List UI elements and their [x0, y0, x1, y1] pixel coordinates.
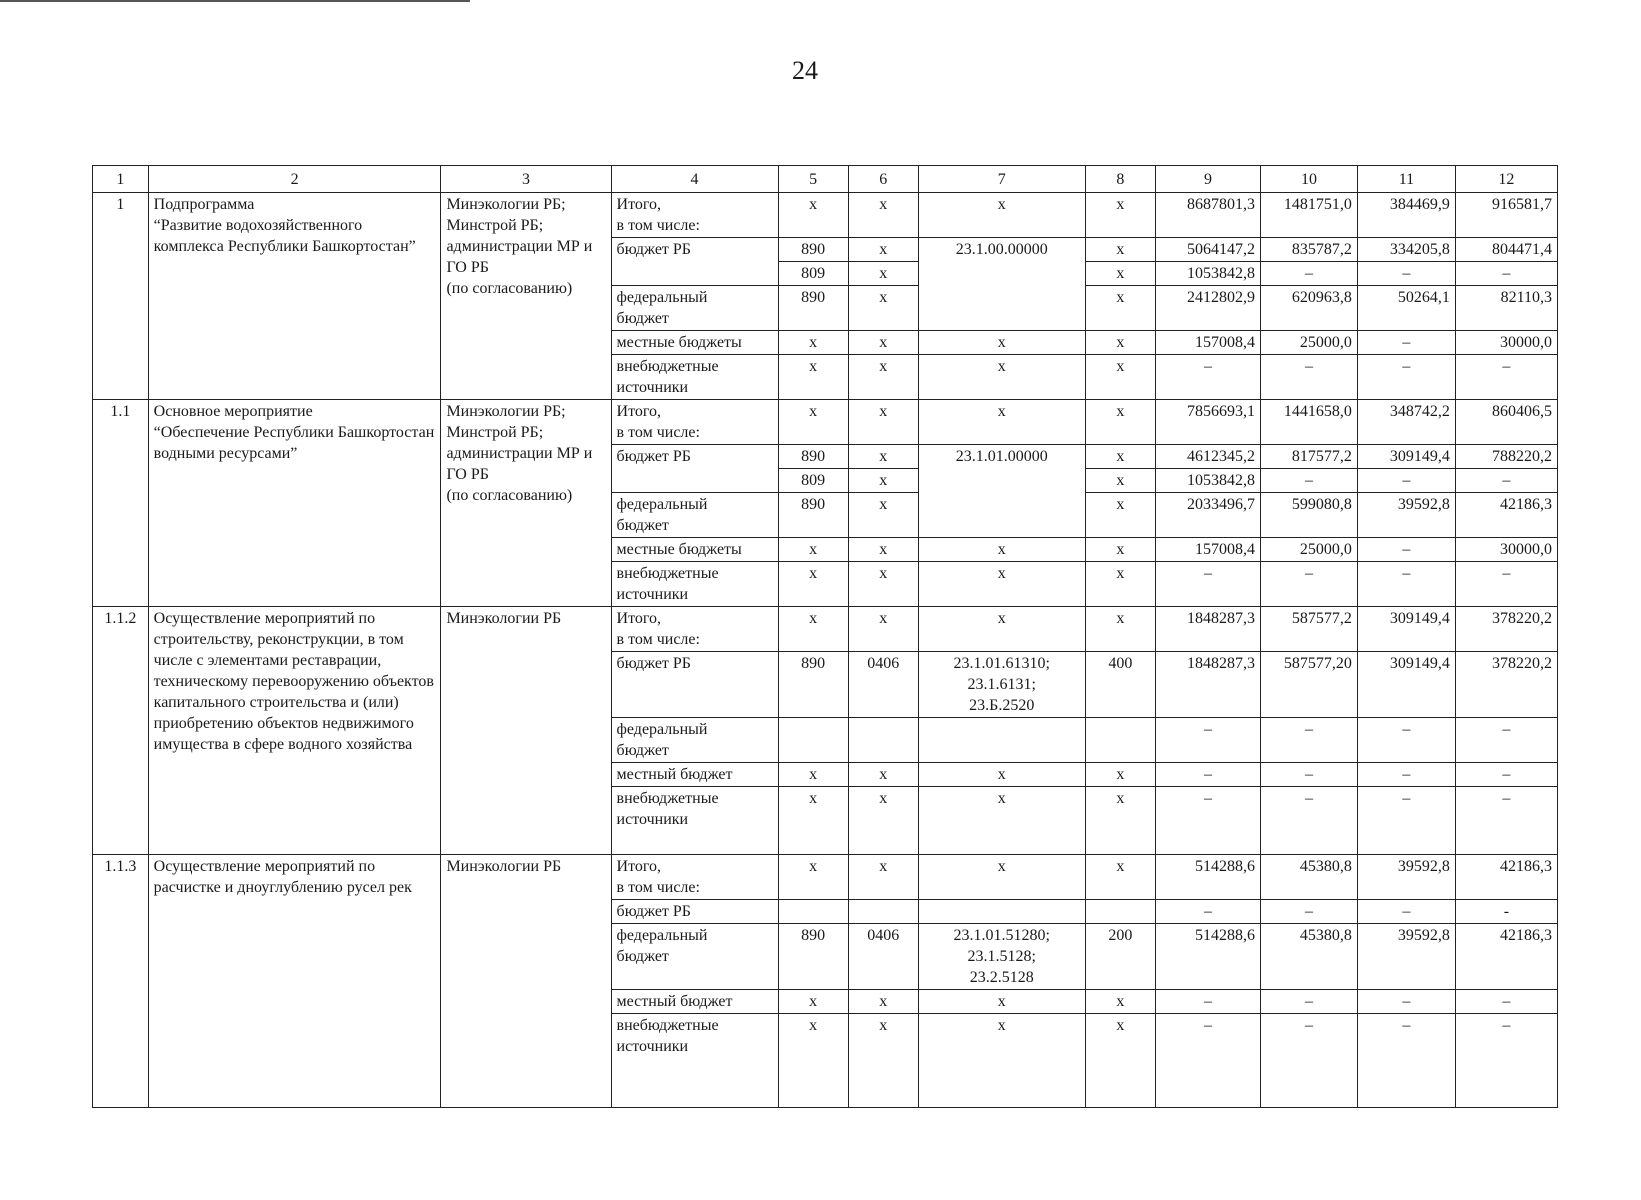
code-grbs: х — [778, 607, 848, 652]
amount-cell: 860406,5 — [1455, 400, 1557, 445]
code-section: х — [848, 355, 918, 400]
amount-cell: – — [1357, 331, 1455, 355]
code-grbs: 809 — [778, 262, 848, 286]
item-number: 1 — [93, 193, 149, 400]
code-grbs: 890 — [778, 652, 848, 718]
program-table — [92, 165, 1558, 1108]
amount-cell: 817577,2 — [1261, 445, 1358, 469]
amount-cell: 45380,8 — [1261, 924, 1358, 990]
code-section: х — [848, 787, 918, 855]
funding-source: внебюджетные источники — [611, 787, 778, 855]
code-section: х — [848, 855, 918, 900]
code-target-article: 23.1.00.00000 — [918, 238, 1085, 331]
code-expense-type: х — [1085, 562, 1155, 607]
code-expense-type: 400 — [1085, 652, 1155, 718]
amount-cell: – — [1261, 355, 1358, 400]
amount-cell: 30000,0 — [1455, 538, 1557, 562]
amount-cell: 1481751,0 — [1261, 193, 1358, 238]
col-header: 9 — [1155, 166, 1260, 193]
amount-cell: – — [1261, 469, 1358, 493]
amount-cell: 157008,4 — [1155, 331, 1260, 355]
amount-cell: 1053842,8 — [1155, 469, 1260, 493]
amount-cell: 45380,8 — [1261, 855, 1358, 900]
funding-source: федеральный бюджет — [611, 493, 778, 538]
table-row — [93, 607, 1558, 652]
amount-cell: 384469,9 — [1357, 193, 1455, 238]
table-row — [93, 855, 1558, 900]
code-target-article: 23.1.01.51280; 23.1.5128; 23.2.5128 — [918, 924, 1085, 990]
amount-cell: – — [1261, 763, 1358, 787]
code-section: х — [848, 193, 918, 238]
funding-source: бюджет РБ — [611, 900, 778, 924]
code-target-article: х — [918, 331, 1085, 355]
code-expense-type: х — [1085, 1014, 1155, 1108]
code-target-article: 23.1.01.61310; 23.1.6131; 23.Б.2520 — [918, 652, 1085, 718]
code-section: х — [848, 331, 918, 355]
header-row — [93, 166, 1558, 193]
amount-cell: – — [1455, 718, 1557, 763]
item-number: 1.1.3 — [93, 855, 149, 1108]
code-section: х — [848, 538, 918, 562]
code-section: х — [848, 990, 918, 1014]
code-section: х — [848, 400, 918, 445]
col-header: 7 — [918, 166, 1085, 193]
amount-cell: 157008,4 — [1155, 538, 1260, 562]
amount-cell: 8687801,3 — [1155, 193, 1260, 238]
code-target-article: 23.1.01.00000 — [918, 445, 1085, 538]
code-expense-type: х — [1085, 331, 1155, 355]
code-expense-type: х — [1085, 193, 1155, 238]
amount-cell: – — [1455, 990, 1557, 1014]
amount-cell: – — [1455, 787, 1557, 855]
amount-cell: 835787,2 — [1261, 238, 1358, 262]
amount-cell: – — [1155, 787, 1260, 855]
amount-cell: – — [1261, 1014, 1358, 1108]
funding-source: местные бюджеты — [611, 538, 778, 562]
amount-cell: 1848287,3 — [1155, 607, 1260, 652]
amount-cell: – — [1455, 262, 1557, 286]
code-expense-type: 200 — [1085, 924, 1155, 990]
amount-cell: – — [1357, 718, 1455, 763]
amount-cell: 25000,0 — [1261, 538, 1358, 562]
amount-cell: 514288,6 — [1155, 924, 1260, 990]
item-name: Подпрограмма “Развитие водохозяйственного комплекса Республики Башкортостан” — [148, 193, 441, 400]
code-grbs: х — [778, 562, 848, 607]
code-expense-type: х — [1085, 787, 1155, 855]
code-section: х — [848, 286, 918, 331]
code-section: х — [848, 562, 918, 607]
code-grbs — [778, 900, 848, 924]
code-expense-type — [1085, 718, 1155, 763]
amount-cell: 1053842,8 — [1155, 262, 1260, 286]
code-expense-type: х — [1085, 286, 1155, 331]
code-target-article — [918, 718, 1085, 763]
code-expense-type: х — [1085, 538, 1155, 562]
code-expense-type: х — [1085, 763, 1155, 787]
code-target-article: х — [918, 607, 1085, 652]
amount-cell: 916581,7 — [1455, 193, 1557, 238]
code-grbs: 890 — [778, 924, 848, 990]
code-section: х — [848, 763, 918, 787]
amount-cell: 334205,8 — [1357, 238, 1455, 262]
code-target-article: х — [918, 193, 1085, 238]
code-target-article: х — [918, 855, 1085, 900]
funding-source: местный бюджет — [611, 990, 778, 1014]
funding-source: местные бюджеты — [611, 331, 778, 355]
code-section: х — [848, 493, 918, 538]
code-section: х — [848, 1014, 918, 1108]
amount-cell: 2033496,7 — [1155, 493, 1260, 538]
code-section: х — [848, 238, 918, 262]
code-target-article: х — [918, 763, 1085, 787]
col-header: 2 — [148, 166, 441, 193]
code-expense-type — [1085, 900, 1155, 924]
amount-cell: – — [1357, 900, 1455, 924]
item-name: Осуществление мероприятий по расчистке и дноуглублению русел рек — [148, 855, 441, 1108]
amount-cell: 7856693,1 — [1155, 400, 1260, 445]
funding-source: Итого, в том числе: — [611, 855, 778, 900]
amount-cell: 378220,2 — [1455, 652, 1557, 718]
amount-cell: 1441658,0 — [1261, 400, 1358, 445]
funding-source: внебюджетные источники — [611, 355, 778, 400]
code-expense-type: х — [1085, 400, 1155, 445]
amount-cell: – — [1357, 562, 1455, 607]
executor: Минэкологии РБ — [441, 607, 611, 855]
funding-source: федеральный бюджет — [611, 286, 778, 331]
amount-cell: – — [1261, 262, 1358, 286]
amount-cell: – — [1155, 718, 1260, 763]
amount-cell: 309149,4 — [1357, 445, 1455, 469]
code-target-article: х — [918, 562, 1085, 607]
code-grbs: х — [778, 193, 848, 238]
code-grbs: х — [778, 400, 848, 445]
amount-cell: 514288,6 — [1155, 855, 1260, 900]
funding-source: Итого, в том числе: — [611, 193, 778, 238]
code-target-article: х — [918, 1014, 1085, 1108]
amount-cell: – — [1155, 900, 1260, 924]
amount-cell: – — [1155, 990, 1260, 1014]
amount-cell: – — [1357, 763, 1455, 787]
code-section: х — [848, 607, 918, 652]
amount-cell: 82110,3 — [1455, 286, 1557, 331]
amount-cell: 42186,3 — [1455, 855, 1557, 900]
amount-cell: 4612345,2 — [1155, 445, 1260, 469]
funding-source: внебюджетные источники — [611, 562, 778, 607]
code-expense-type: х — [1085, 990, 1155, 1014]
code-grbs: х — [778, 787, 848, 855]
executor: Минэкологии РБ — [441, 855, 611, 1108]
amount-cell: – — [1261, 787, 1358, 855]
funding-source: бюджет РБ — [611, 238, 778, 286]
amount-cell: 378220,2 — [1455, 607, 1557, 652]
col-header: 12 — [1455, 166, 1557, 193]
amount-cell: 42186,3 — [1455, 924, 1557, 990]
amount-cell: – — [1357, 538, 1455, 562]
code-grbs: 890 — [778, 445, 848, 469]
code-grbs: 890 — [778, 286, 848, 331]
code-section: х — [848, 469, 918, 493]
amount-cell: – — [1261, 900, 1358, 924]
code-expense-type: х — [1085, 355, 1155, 400]
code-expense-type: х — [1085, 855, 1155, 900]
amount-cell: – — [1155, 763, 1260, 787]
amount-cell: 804471,4 — [1455, 238, 1557, 262]
amount-cell: – — [1261, 718, 1358, 763]
amount-cell: 39592,8 — [1357, 493, 1455, 538]
funding-source: бюджет РБ — [611, 652, 778, 718]
col-header: 8 — [1085, 166, 1155, 193]
item-name: Осуществление мероприятий по строительству, реконструкции, в том числе с элементами реставрации, техническому перевооружению объектов капитального строительства и (или) приобретению объектов недвижимого имущества в сфере водного хозяйства — [148, 607, 441, 855]
amount-cell: 30000,0 — [1455, 331, 1557, 355]
amount-cell: – — [1455, 562, 1557, 607]
code-section — [848, 900, 918, 924]
code-grbs — [778, 718, 848, 763]
amount-cell: 788220,2 — [1455, 445, 1557, 469]
amount-cell: – — [1455, 469, 1557, 493]
col-header: 5 — [778, 166, 848, 193]
col-header: 4 — [611, 166, 778, 193]
amount-cell: – — [1357, 1014, 1455, 1108]
funding-source: внебюджетные источники — [611, 1014, 778, 1108]
code-target-article: х — [918, 400, 1085, 445]
col-header: 3 — [441, 166, 611, 193]
col-header: 10 — [1261, 166, 1358, 193]
col-header: 11 — [1357, 166, 1455, 193]
code-target-article: х — [918, 990, 1085, 1014]
amount-cell: – — [1455, 355, 1557, 400]
funding-source: федеральный бюджет — [611, 718, 778, 763]
code-target-article: х — [918, 355, 1085, 400]
code-expense-type: х — [1085, 262, 1155, 286]
code-grbs: 890 — [778, 493, 848, 538]
amount-cell: - — [1455, 900, 1557, 924]
amount-cell: – — [1155, 562, 1260, 607]
page-number: 24 — [792, 56, 818, 85]
funding-source: федеральный бюджет — [611, 924, 778, 990]
amount-cell: 587577,20 — [1261, 652, 1358, 718]
item-number: 1.1 — [93, 400, 149, 607]
funding-source: местный бюджет — [611, 763, 778, 787]
executor: Минэкологии РБ; Минстрой РБ; администрации МР и ГО РБ (по согласованию) — [441, 193, 611, 400]
amount-cell: 587577,2 — [1261, 607, 1358, 652]
code-grbs: 809 — [778, 469, 848, 493]
code-grbs: х — [778, 855, 848, 900]
col-header: 1 — [93, 166, 149, 193]
amount-cell: 348742,2 — [1357, 400, 1455, 445]
code-section: х — [848, 445, 918, 469]
amount-cell: – — [1357, 262, 1455, 286]
amount-cell: 2412802,9 — [1155, 286, 1260, 331]
amount-cell: – — [1261, 562, 1358, 607]
amount-cell: – — [1357, 469, 1455, 493]
code-expense-type: х — [1085, 607, 1155, 652]
amount-cell: 50264,1 — [1357, 286, 1455, 331]
code-section — [848, 718, 918, 763]
executor: Минэкологии РБ; Минстрой РБ; администрации МР и ГО РБ (по согласованию) — [441, 400, 611, 607]
funding-source: бюджет РБ — [611, 445, 778, 493]
amount-cell: – — [1357, 355, 1455, 400]
amount-cell: – — [1155, 1014, 1260, 1108]
code-section: 0406 — [848, 652, 918, 718]
amount-cell: 599080,8 — [1261, 493, 1358, 538]
code-expense-type: х — [1085, 493, 1155, 538]
amount-cell: 42186,3 — [1455, 493, 1557, 538]
code-grbs: х — [778, 331, 848, 355]
amount-cell: – — [1155, 355, 1260, 400]
code-expense-type: х — [1085, 238, 1155, 262]
code-grbs: х — [778, 355, 848, 400]
amount-cell: 309149,4 — [1357, 607, 1455, 652]
amount-cell: – — [1261, 990, 1358, 1014]
code-target-article: х — [918, 538, 1085, 562]
table-row — [93, 193, 1558, 238]
funding-source: Итого, в том числе: — [611, 400, 778, 445]
amount-cell: – — [1357, 990, 1455, 1014]
code-target-article: х — [918, 787, 1085, 855]
scan-edge-line — [0, 0, 470, 2]
item-number: 1.1.2 — [93, 607, 149, 855]
code-expense-type: х — [1085, 445, 1155, 469]
amount-cell: 1848287,3 — [1155, 652, 1260, 718]
code-section: х — [848, 262, 918, 286]
code-grbs: х — [778, 538, 848, 562]
amount-cell: 620963,8 — [1261, 286, 1358, 331]
amount-cell: – — [1455, 763, 1557, 787]
code-grbs: 890 — [778, 238, 848, 262]
amount-cell: 39592,8 — [1357, 924, 1455, 990]
code-grbs: х — [778, 990, 848, 1014]
code-grbs: х — [778, 1014, 848, 1108]
amount-cell: 25000,0 — [1261, 331, 1358, 355]
code-expense-type: х — [1085, 469, 1155, 493]
amount-cell: 39592,8 — [1357, 855, 1455, 900]
code-grbs: х — [778, 763, 848, 787]
amount-cell: – — [1455, 1014, 1557, 1108]
amount-cell: 309149,4 — [1357, 652, 1455, 718]
amount-cell: 5064147,2 — [1155, 238, 1260, 262]
code-section: 0406 — [848, 924, 918, 990]
table-row — [93, 400, 1558, 445]
item-name: Основное мероприятие “Обеспечение Республики Башкортостан водными ресурсами” — [148, 400, 441, 607]
code-target-article — [918, 900, 1085, 924]
col-header: 6 — [848, 166, 918, 193]
amount-cell: – — [1357, 787, 1455, 855]
funding-source: Итого, в том числе: — [611, 607, 778, 652]
